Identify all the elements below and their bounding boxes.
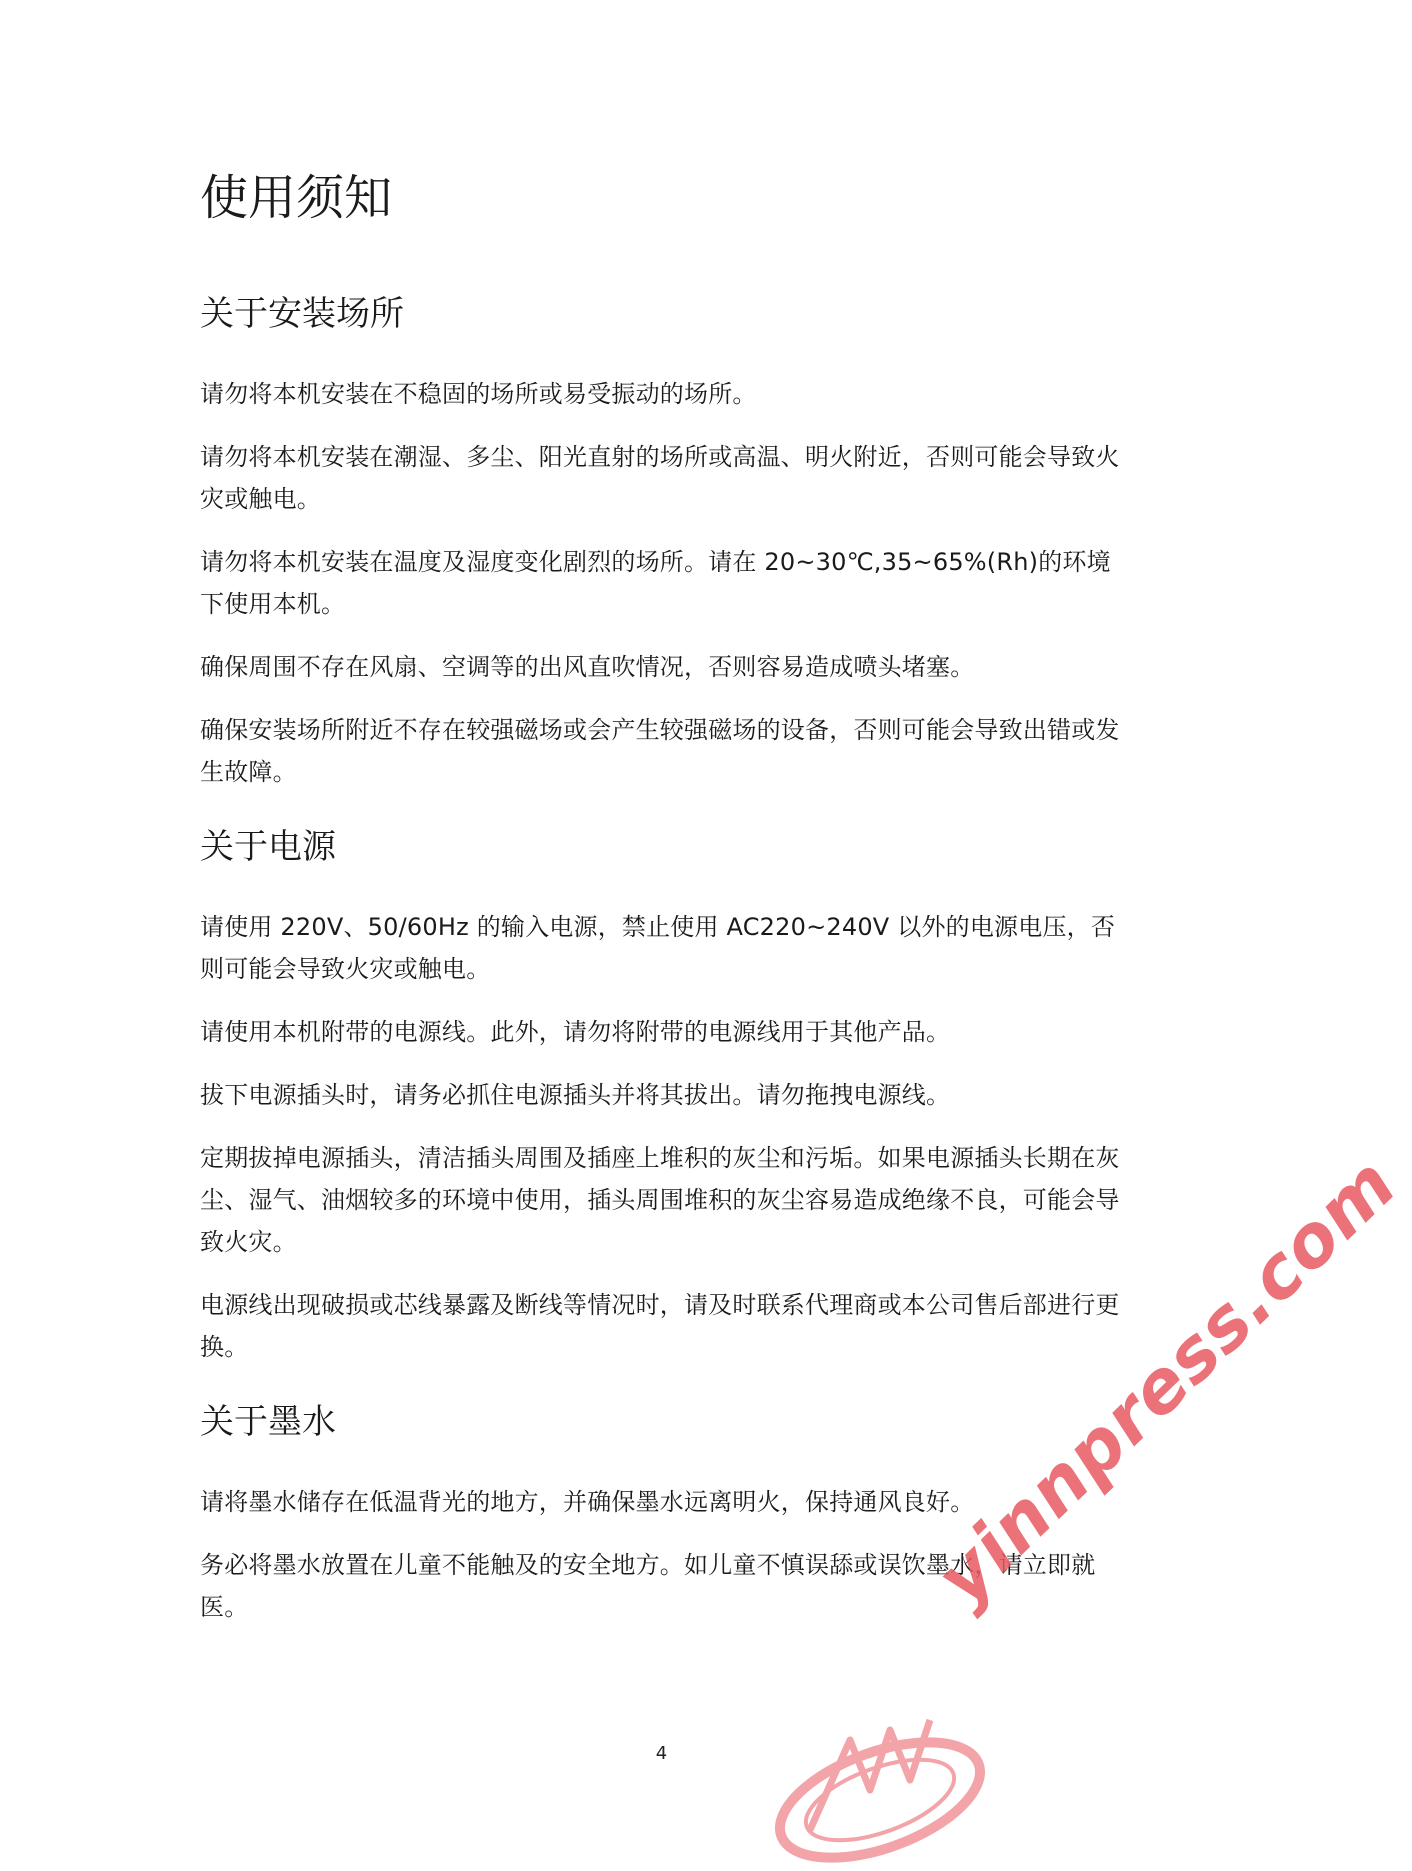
paragraph: 请勿将本机安装在潮湿、多尘、阳光直射的场所或高温、明火附近，否则可能会导致火灾或触电。 — [200, 443, 1120, 513]
section-heading-power: 关于电源 — [200, 827, 336, 867]
page-number: 4 — [655, 1743, 668, 1764]
paragraph: 电源线出现破损或芯线暴露及断线等情况时，请及时联系代理商或本公司售后部进行更换。 — [200, 1291, 1120, 1361]
section-heading-installation: 关于安装场所 — [200, 294, 404, 334]
page-title: 使用须知 — [200, 170, 393, 226]
paragraph: 定期拔掉电源插头，清洁插头周围及插座上堆积的灰尘和污垢。如果电源插头长期在灰尘、湿气、油烟较多的环境中使用，插头周围堆积的灰尘容易造成绝缘不良，可能会导致火灾。 — [200, 1144, 1120, 1256]
paragraph: 请将墨水储存在低温背光的地方，并确保墨水远离明火，保持通风良好。 — [200, 1488, 975, 1516]
paragraph: 请勿将本机安装在不稳固的场所或易受振动的场所。 — [200, 380, 757, 408]
paragraph: 拔下电源插头时，请务必抓住电源插头并将其拔出。请勿拖拽电源线。 — [200, 1081, 951, 1109]
paragraph: 请勿将本机安装在温度及湿度变化剧烈的场所。请在 20~30℃,35~65%(Rh)的环境下使用本机。 — [200, 548, 1111, 618]
watermark-text: yinnpress.com — [920, 1140, 1412, 1621]
paragraph: 务必将墨水放置在儿童不能触及的安全地方。如儿童不慎误舔或误饮墨水，请立即就医。 — [200, 1551, 1096, 1621]
paragraph: 确保周围不存在风扇、空调等的出风直吹情况，否则容易造成喷头堵塞。 — [200, 653, 975, 681]
paragraph: 请使用本机附带的电源线。此外，请勿将附带的电源线用于其他产品。 — [200, 1018, 951, 1046]
section-heading-ink: 关于墨水 — [200, 1402, 336, 1442]
paragraph: 确保安装场所附近不存在较强磁场或会产生较强磁场的设备，否则可能会导致出错或发生故障。 — [200, 716, 1120, 786]
paragraph: 请使用 220V、50/60Hz 的输入电源，禁止使用 AC220~240V 以外的电源电压，否则可能会导致火灾或触电。 — [200, 913, 1116, 983]
